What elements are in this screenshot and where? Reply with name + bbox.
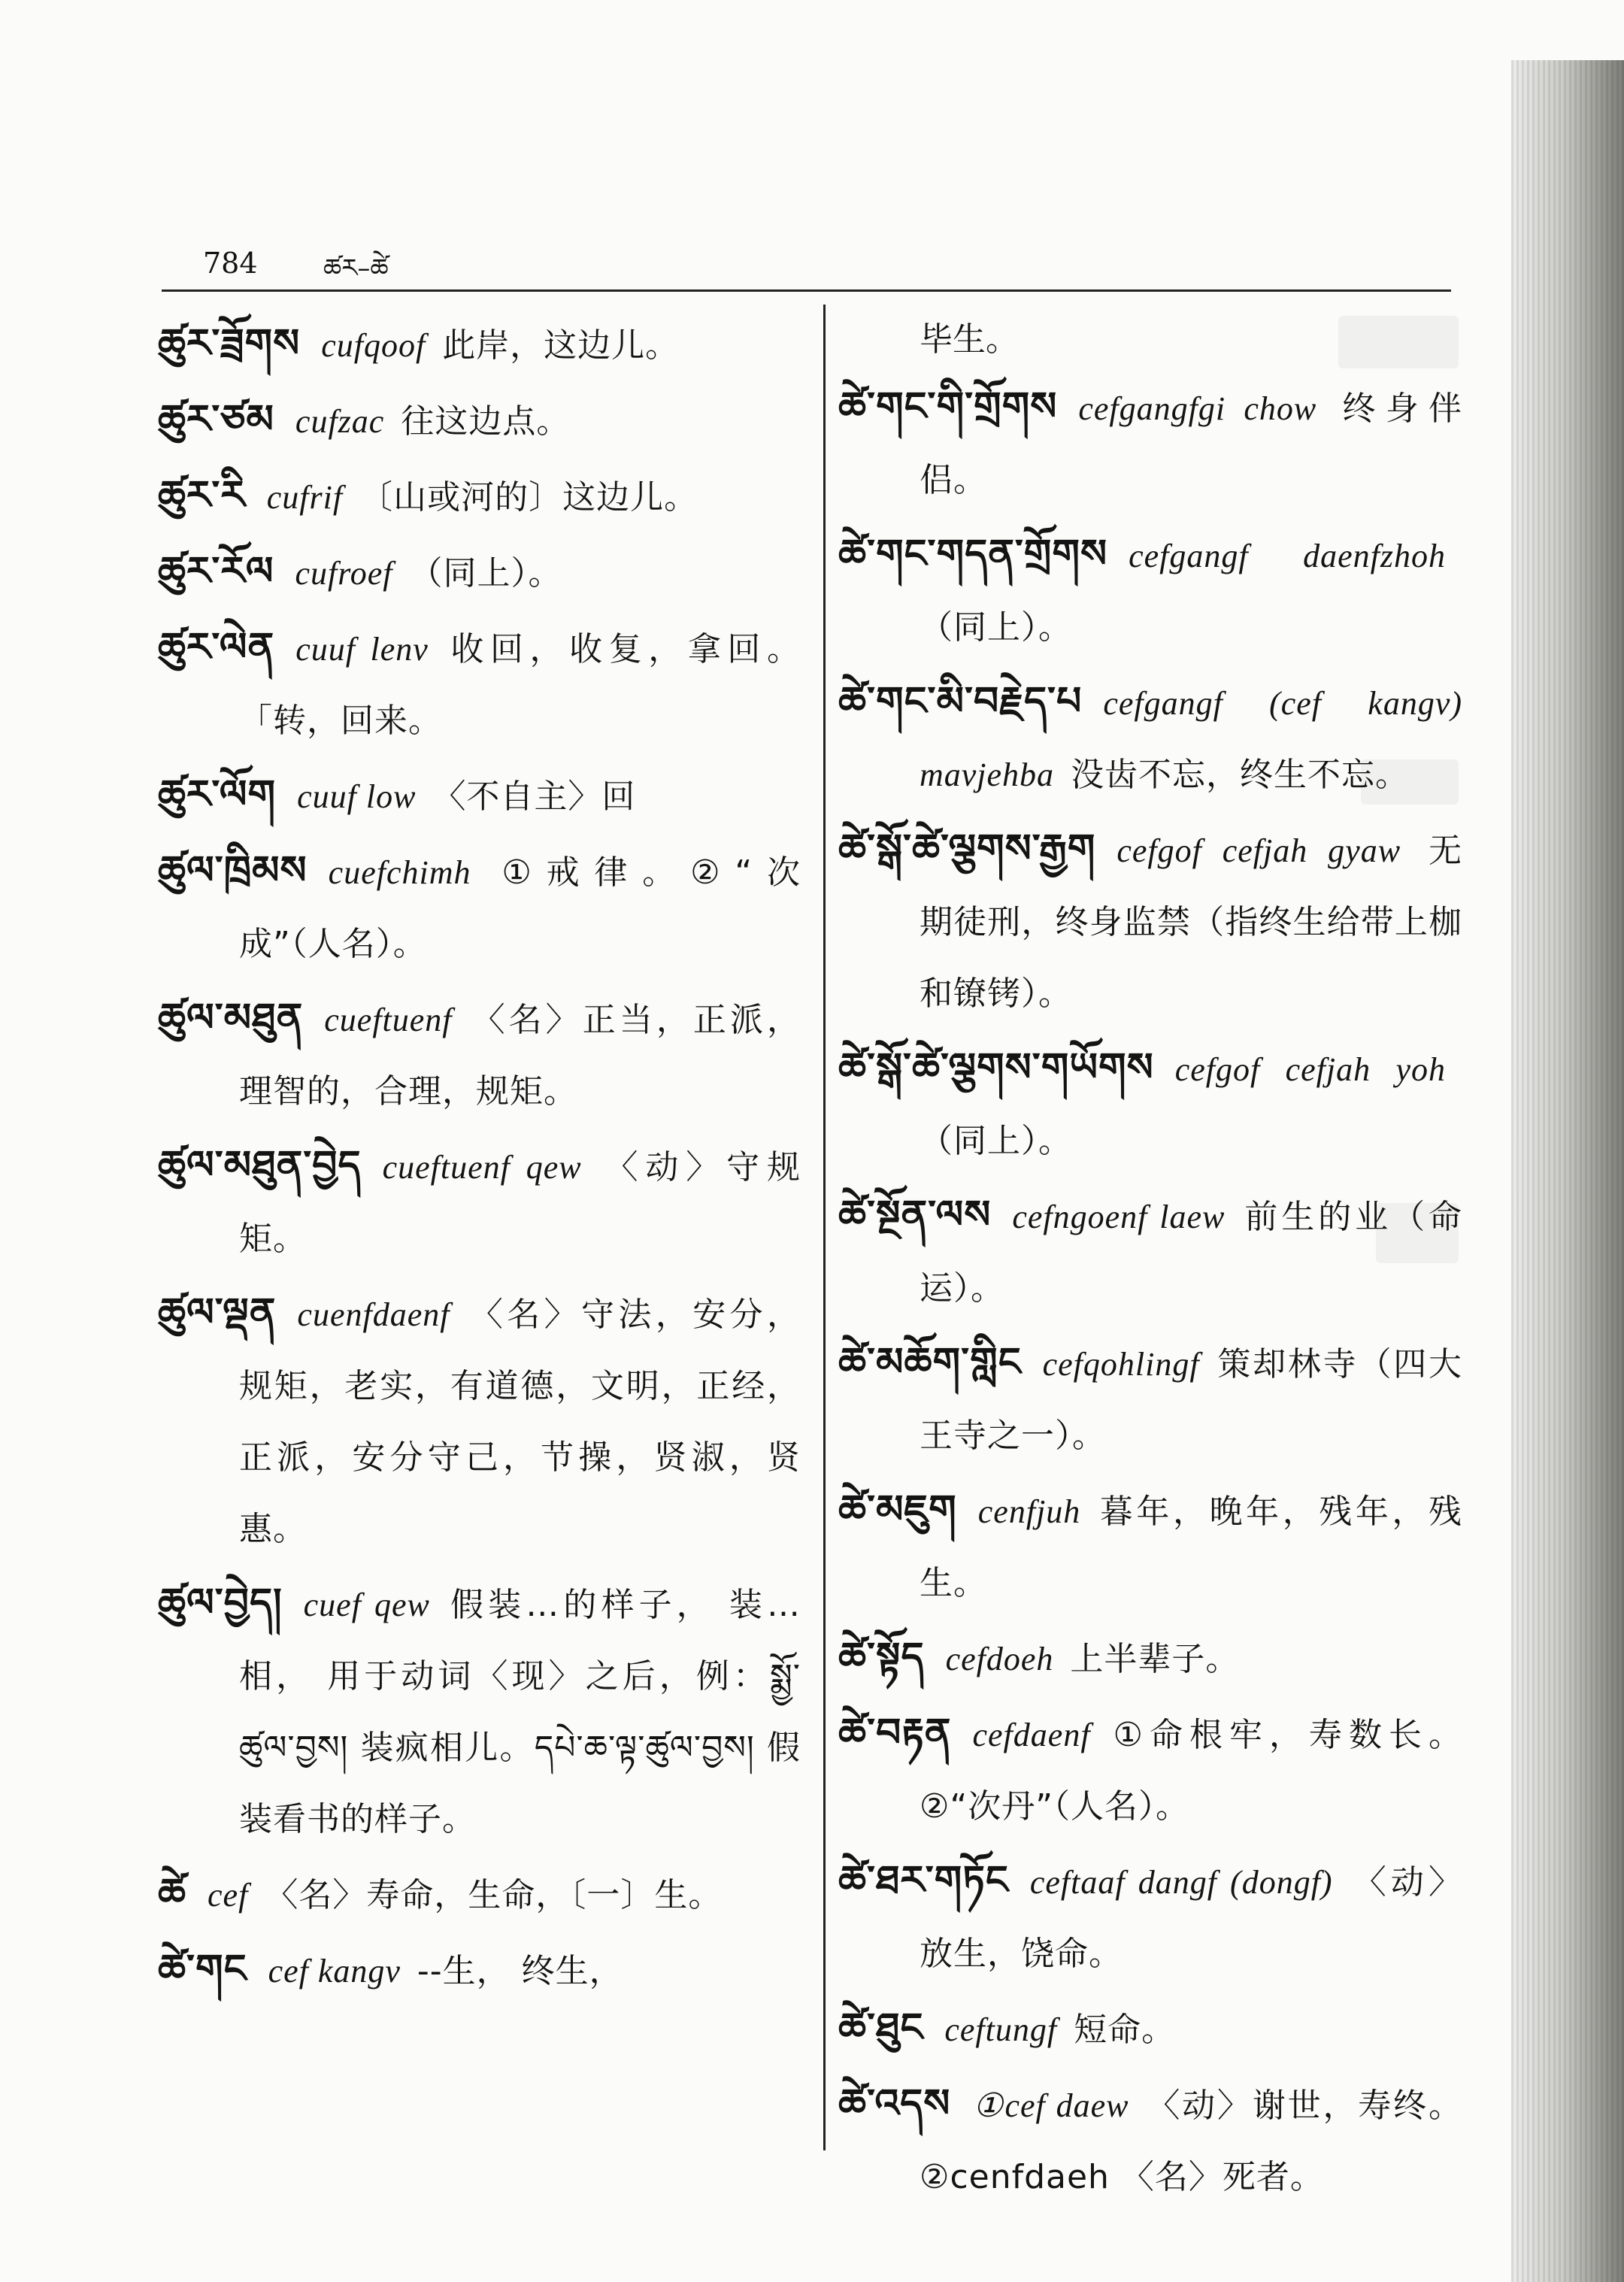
entry-definition: 上半辈子。 — [1070, 1640, 1240, 1678]
dictionary-entry — [158, 759, 801, 832]
dictionary-entry — [838, 1474, 1462, 1619]
entry-headword: ཚེ་སྟོད — [838, 1635, 925, 1680]
entry-romanization: cuefchimh — [328, 854, 471, 891]
entry-romanization: cefqohlingf — [1042, 1346, 1200, 1383]
dictionary-entry — [838, 1032, 1462, 1177]
entry-definition: 〈名〉寿命，生命，〔一〕生。 — [265, 1876, 723, 1914]
entry-romanization: cuuf lenv — [295, 631, 429, 668]
entry-definition: （同上）。 — [409, 554, 562, 592]
dictionary-entry — [158, 983, 801, 1127]
entry-definition: 〈名〉正当，正派，理智的，合理，规矩。 — [239, 1001, 801, 1111]
entry-definition: 终身伴侣。 — [920, 389, 1462, 499]
entry-definition: 无期徒刑，终身监禁（指终生给带上枷和镣铐）。 — [920, 832, 1462, 1013]
dictionary-entry — [838, 666, 1462, 811]
entry-headword: ཚེ་སྔོན་ལས — [838, 1193, 992, 1238]
entry-romanization: cueftuenf — [324, 1002, 453, 1038]
entry-headword: ཚེ་གང — [158, 1947, 247, 1992]
dictionary-entry — [838, 371, 1462, 516]
entry-romanization: cefgof cefjah gyaw — [1116, 832, 1401, 869]
entry-headword: ཚེ — [158, 1871, 187, 1916]
dictionary-entry — [158, 384, 801, 457]
entry-headword: ཚུལ་ལྡན — [158, 1290, 277, 1335]
entry-romanization: cufzac — [295, 403, 385, 440]
entry-definition: 〈动〉谢世，寿终。②cenfdaeh 〈名〉死者。 — [920, 2087, 1463, 2196]
entry-romanization: cefdoeh — [945, 1641, 1054, 1677]
entry-headword: ཚུར་ལེན — [158, 625, 275, 670]
continuation-text: 毕生。 — [920, 320, 1019, 359]
entry-headword: ཚེ་ཐར་གཏོང — [838, 1858, 1009, 1903]
entry-romanization: cefgof cefjah yoh — [1174, 1051, 1446, 1088]
entry-romanization: cueftuenf qew — [382, 1149, 582, 1186]
page-header — [203, 239, 1444, 284]
entry-headword: ཚེ་གང་གདན་གྲོགས — [838, 532, 1108, 577]
entry-romanization: ceftungf — [944, 2011, 1058, 2048]
entry-headword: ཚེ་གང་གི་གྲོགས — [838, 384, 1058, 429]
entry-headword: ཚེ་འདས — [838, 2081, 951, 2126]
dictionary-entry — [158, 1858, 801, 1931]
entry-definition: ①戒律。②“次成”（人名）。 — [239, 853, 801, 963]
entry-definition: 前生的业（命运）。 — [920, 1198, 1463, 1308]
entry-headword: ཚུར་རི — [158, 473, 246, 518]
entry-definition: 〈动〉放生，饶命。 — [920, 1863, 1462, 1973]
entry-romanization: cenfjuh — [977, 1493, 1081, 1530]
left-column — [158, 308, 801, 2010]
entry-headword: ཚེ་སྒོ་ཚེ་ལྕགས་རྒྱག — [838, 826, 1096, 871]
entry-headword: ཚུར་ཙམ — [158, 397, 274, 442]
entry-definition: 〈动〉守规矩。 — [239, 1148, 801, 1258]
entry-definition: --生， 终生， — [417, 1952, 623, 1990]
entry-definition: 短命。 — [1074, 2011, 1176, 2049]
dictionary-entry — [158, 1568, 801, 1855]
column-divider — [823, 305, 826, 2150]
entry-romanization: cuuf low — [297, 778, 417, 815]
entry-romanization: cuef qew — [303, 1586, 430, 1623]
entry-romanization: cefngoenf laew — [1012, 1199, 1226, 1235]
entry-definition: 没齿不忘，终生不忘。 — [1071, 756, 1410, 794]
entry-romanization: cef kangv — [268, 1953, 401, 1990]
entry-definition: 〈名〉守法，安分，规矩，老实，有道德，文明，正经，正派，安分守己，节操，贤淑，贤惠。 — [239, 1296, 801, 1548]
dictionary-entry — [838, 1180, 1462, 1324]
dictionary-entry — [838, 814, 1462, 1029]
entry-romanization: cefdaenf — [972, 1717, 1091, 1753]
entry-romanization: ①cef daew — [971, 2087, 1129, 2124]
entry-definition: 此岸，这边儿。 — [442, 326, 680, 365]
entry-definition: 〈不自主〉回 — [432, 777, 636, 816]
entry-romanization: cufrif — [266, 479, 344, 516]
entry-romanization: cefgangfgi chow — [1078, 390, 1317, 427]
dictionary-entry — [838, 1993, 1462, 2065]
entry-definition: ①命根牢，寿数长。②“次丹”（人名）。 — [920, 1716, 1462, 1826]
entry-headword: ཚུལ་ཁྲིམས — [158, 848, 308, 893]
dictionary-entry — [158, 460, 801, 533]
dictionary-entry — [158, 1130, 801, 1274]
entry-romanization: cefgangf (cef kangv) mavjehba — [920, 685, 1462, 793]
entry-headword: ཚེ་ཐུང — [838, 2005, 924, 2050]
entry-romanization: cefgangf daenfzhoh — [1129, 538, 1446, 574]
right-column — [838, 308, 1462, 2216]
entry-romanization: cufqoof — [321, 327, 426, 364]
dictionary-entry — [838, 2068, 1462, 2213]
dictionary-entry — [838, 1622, 1462, 1695]
dictionary-entry — [158, 612, 801, 756]
dictionary-entry — [838, 1698, 1462, 1842]
entry-headword: ཚེ་མཇུག — [838, 1487, 957, 1532]
entry-headword: ཚེ་མཆོག་གླིང — [838, 1340, 1022, 1385]
entry-headword: ཚུར་རོལ — [158, 549, 274, 594]
dictionary-entry — [158, 308, 801, 381]
entry-romanization: cuenfdaenf — [297, 1296, 450, 1333]
dictionary-entry — [838, 519, 1462, 663]
entry-headword: ཚུར་ཟྲོགས — [158, 321, 301, 366]
entry-definition: 〔山或河的〕这边儿。 — [359, 478, 698, 517]
dictionary-entry — [158, 536, 801, 609]
header-rule — [162, 289, 1451, 292]
entry-definition: （同上）。 — [920, 1122, 1072, 1160]
scan-page-edge — [1511, 60, 1624, 2282]
entry-definition: 策却林寺（四大王寺之一）。 — [920, 1345, 1462, 1455]
dictionary-entry — [158, 1277, 801, 1565]
entry-headword: ཚུལ་མཐུན — [158, 996, 304, 1041]
entry-romanization: cef — [208, 1877, 249, 1914]
entry-definition: 暮年，晚年，残年，残生。 — [920, 1493, 1462, 1602]
entry-headword: ཚུར་ལོག — [158, 772, 277, 817]
entry-headword: ཚུལ་མཐུན་བྱེད — [158, 1143, 362, 1188]
dictionary-entry — [158, 835, 801, 980]
dictionary-entry — [158, 1934, 801, 2007]
entry-definition: （同上）。 — [920, 608, 1072, 647]
dictionary-entry — [838, 1327, 1462, 1471]
entry-headword: ཚེ་སྒོ་ཚེ་ལྕགས་གཡོགས — [838, 1045, 1154, 1090]
entry-romanization: cufroef — [295, 555, 393, 592]
entry-definition: 假装…的样子， 装…相， 用于动词〈现〉之后，例：སྨྱོ་ཚུལ་བྱས། 装疯相儿。དཔེ་ཆ་ལྟ་ཚུལ་བྱས། 假装看书的样子。 — [239, 1586, 801, 1838]
entry-romanization: ceftaaf dangf (dongf) — [1029, 1864, 1333, 1901]
entry-definition: 收回，收复，拿回。 「转，回来。 — [239, 630, 801, 740]
entry-headword: ཚུལ་བྱེད། — [158, 1580, 283, 1626]
entry-headword: ཚེ་གང་མི་བརྗེད་པ — [838, 679, 1083, 724]
dictionary-entry — [838, 1845, 1462, 1990]
page-number: 784 — [203, 247, 258, 280]
entry-headword: ཚེ་བརྟན — [838, 1711, 952, 1756]
running-head: ཚར–ཚེ — [323, 253, 389, 283]
entry-definition: 往这边点。 — [401, 402, 571, 441]
